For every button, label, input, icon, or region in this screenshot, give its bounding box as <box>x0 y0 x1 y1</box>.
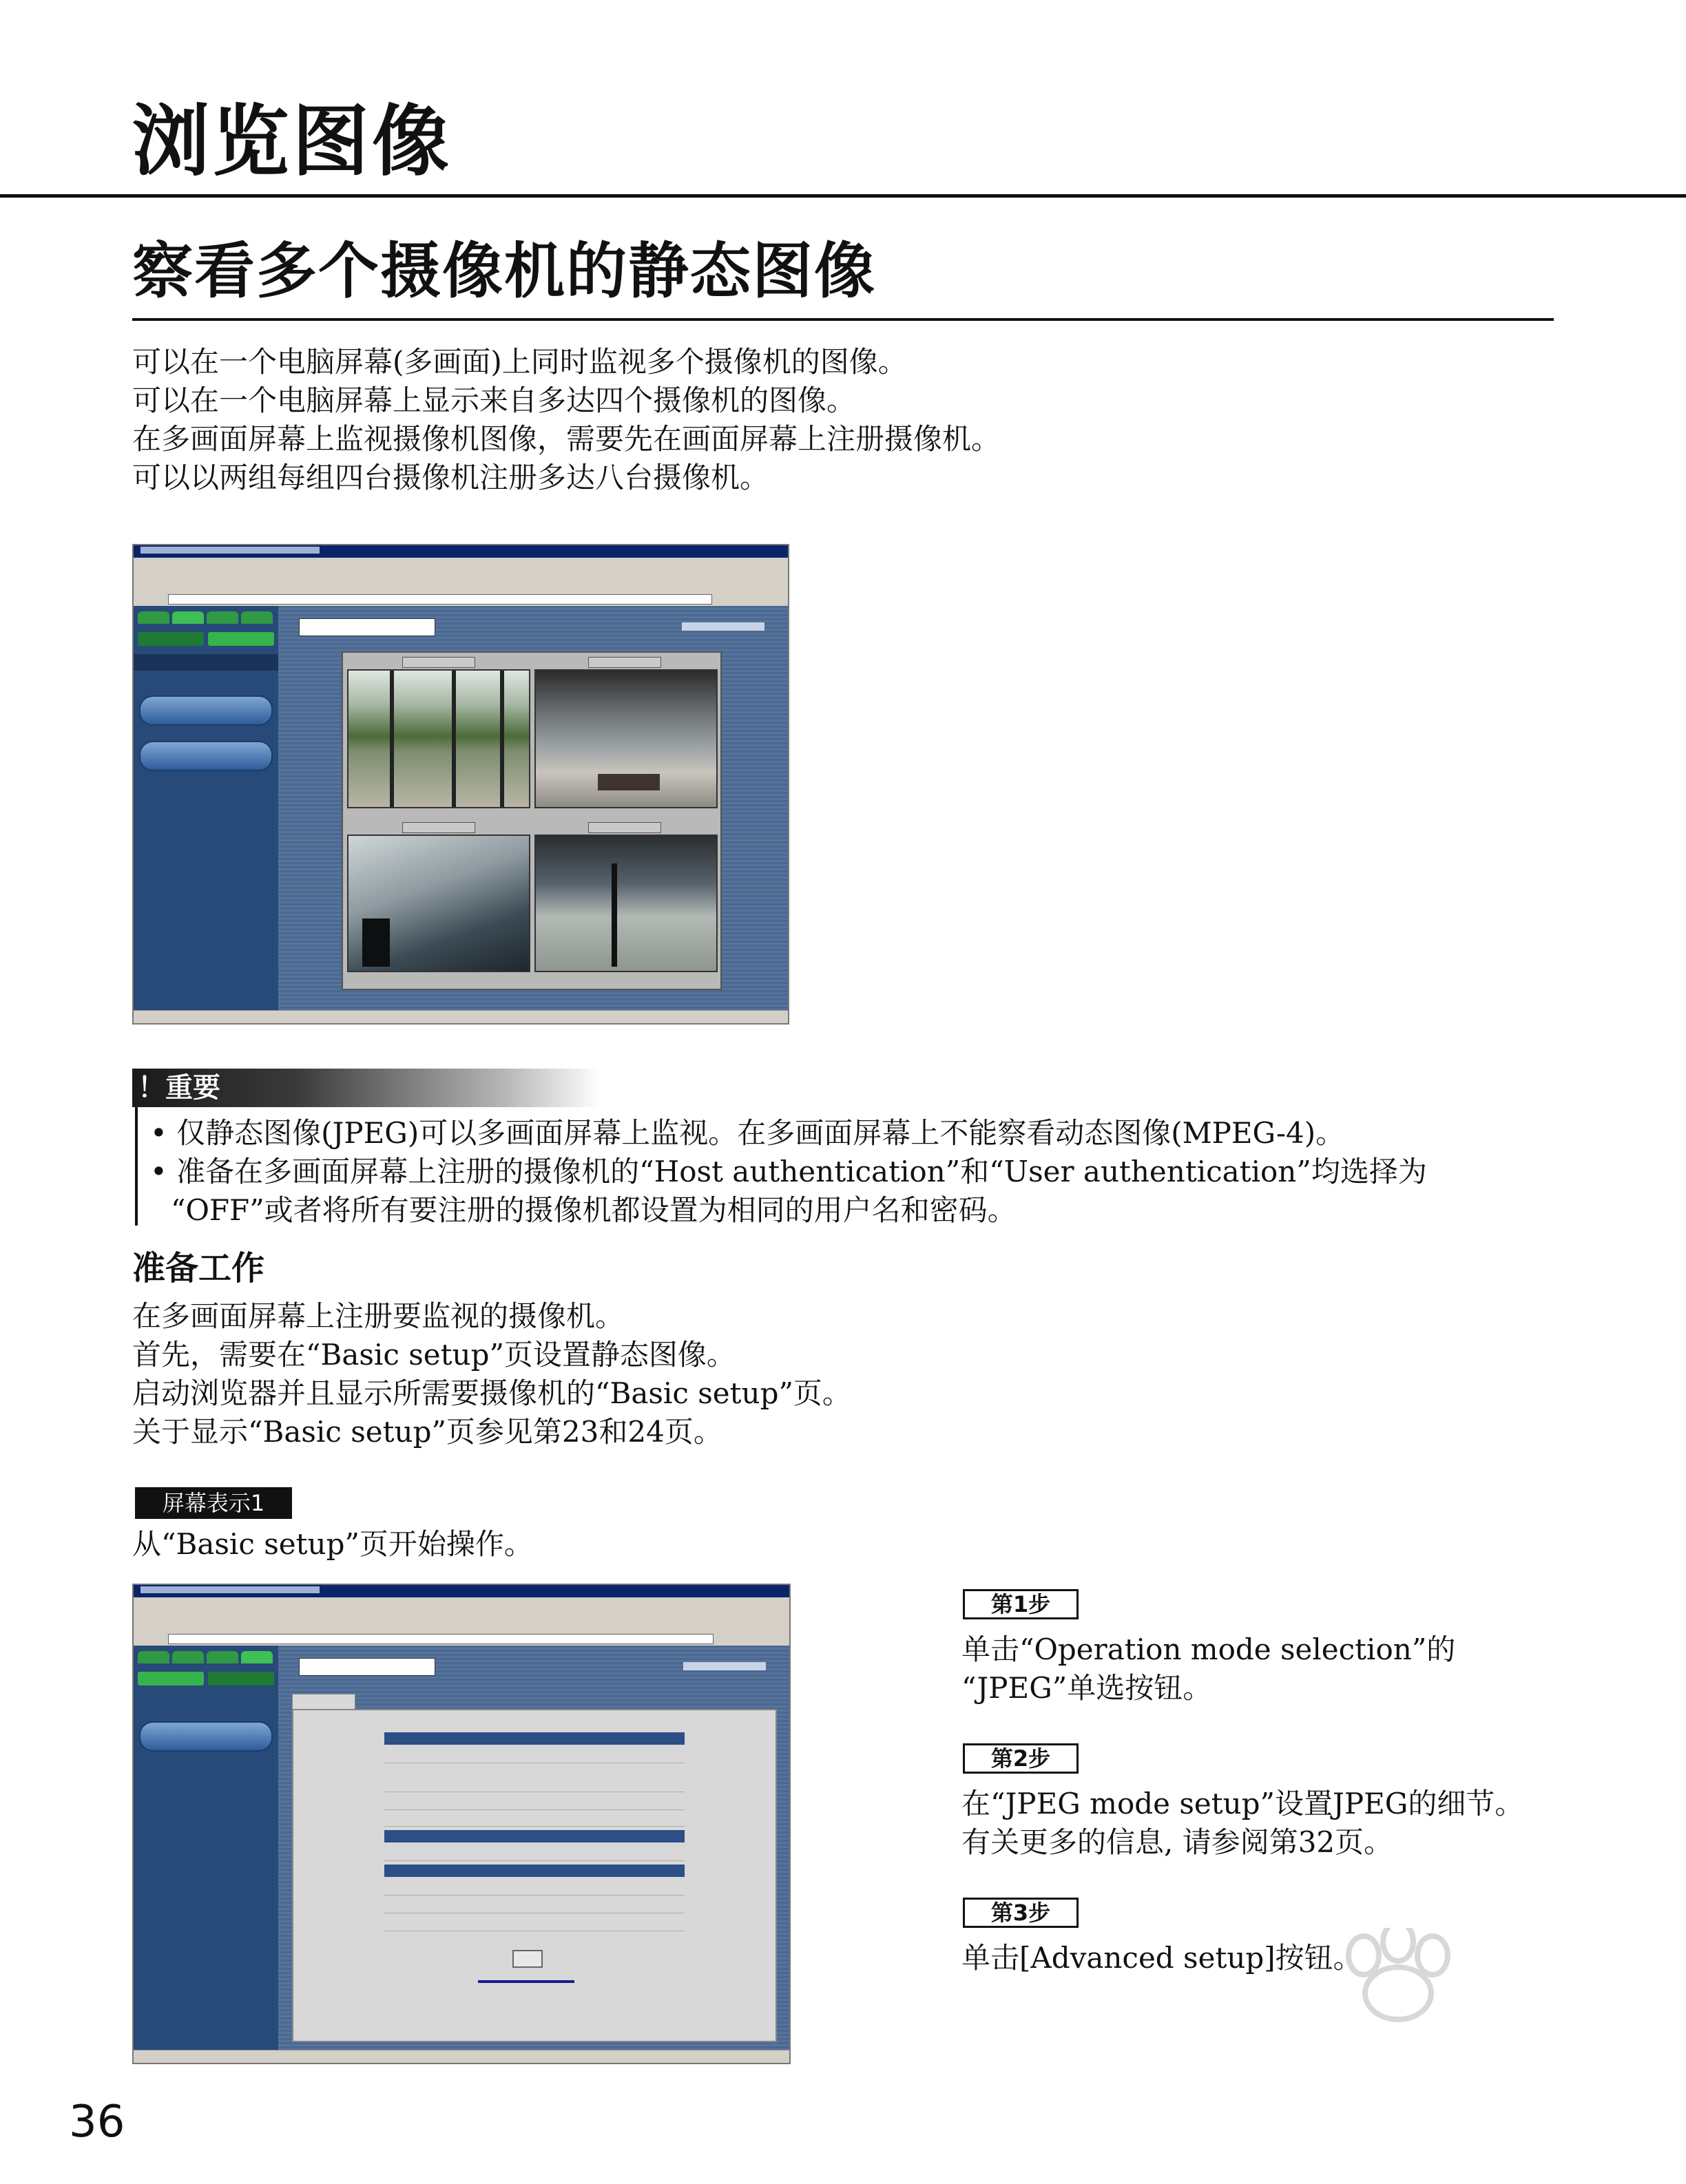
prep-line: 启动浏览器并且显示所需要摄像机的“Basic setup”页。 <box>132 1376 851 1410</box>
operation-mode-header <box>384 1830 685 1842</box>
setup-nav-panel <box>134 1646 278 2050</box>
prep-line: 关于显示“Basic setup”页参见第23和24页。 <box>132 1415 722 1449</box>
camera-setup-header <box>384 1732 685 1745</box>
camera-name-row[interactable] <box>384 1747 685 1763</box>
watermark-paw-logo <box>1198 1928 1612 2134</box>
step-line: “JPEG”单选按钮。 <box>961 1671 1212 1705</box>
step-line: 在“JPEG mode setup”设置JPEG的细节。 <box>961 1787 1524 1820</box>
browser-addressbar <box>134 592 788 607</box>
bullet-text: 仅静态图像(JPEG)可以多画面屏幕上监视。在多画面屏幕上不能察看动态图像(MPEG-4)。 <box>176 1116 1345 1150</box>
image-quality-row[interactable] <box>384 1915 685 1931</box>
firmware-version-link[interactable] <box>478 1980 574 1983</box>
step-1-text <box>961 1630 1455 1708</box>
group-header <box>134 654 278 671</box>
page-number: 36 <box>69 2097 125 2148</box>
browser-toolbar <box>134 1608 789 1632</box>
refresh-interval-row[interactable] <box>384 1880 685 1896</box>
tab-basic-setup[interactable] <box>292 1694 355 1710</box>
intro-line: 可以在一个电脑屏幕上显示来自多达四个摄像机的图像。 <box>132 384 856 417</box>
prep-heading: 准备工作 <box>132 1249 265 1288</box>
prep-line: 首先，需要在“Basic setup”页设置静态图像。 <box>132 1338 736 1372</box>
setup-content-area <box>278 1646 789 2050</box>
basic-setup-nav-button[interactable] <box>138 1672 204 1686</box>
browser-titlebar <box>134 545 788 558</box>
basic-setup-form <box>292 1709 777 2042</box>
important-bullets <box>150 1114 1427 1230</box>
timestamp-display <box>682 622 764 631</box>
advanced-setup-button[interactable] <box>208 1672 274 1686</box>
intro-line: 可以以两组每组四台摄像机注册多达八台摄像机。 <box>132 461 769 494</box>
bullet-item: • 准备在多画面屏幕上注册的摄像机的“Host authentication”和“User authentication”均选择为 <box>150 1155 1427 1188</box>
power-led-row[interactable] <box>384 1794 685 1810</box>
important-sidebar <box>135 1107 138 1226</box>
group-a-button[interactable] <box>139 695 273 726</box>
jpeg-mode-header <box>384 1865 685 1877</box>
camera-image-1[interactable] <box>347 669 530 808</box>
camera-label-2 <box>588 657 661 668</box>
group-b-button[interactable] <box>139 741 273 771</box>
camera-label-4 <box>588 822 661 833</box>
step-2-text <box>961 1785 1523 1862</box>
prep-line: 在多画面屏幕上注册要监视的摄像机。 <box>132 1299 625 1333</box>
important-label: ！重要 <box>132 1069 601 1107</box>
tab-setup[interactable] <box>241 1651 273 1663</box>
chapter-title: 浏览图像 <box>132 97 452 187</box>
browser-menubar <box>134 558 788 569</box>
step-line: 有关更多的信息, 请参阅第32页。 <box>961 1825 1393 1859</box>
help-button[interactable] <box>139 1721 273 1752</box>
tab-control[interactable] <box>172 611 204 624</box>
step-2-tag: 第2步 <box>963 1743 1079 1774</box>
tab-alarm-log[interactable] <box>207 611 238 624</box>
timestamp-display <box>683 1662 766 1670</box>
tab-setup[interactable] <box>241 611 273 624</box>
browser-statusbar <box>134 1010 788 1023</box>
section-divider <box>132 318 1554 321</box>
bullet-continuation: “OFF”或者将所有要注册的摄像机都设置为相同的用户名和密码。 <box>171 1193 1017 1227</box>
intro-line: 在多画面屏幕上监视摄像机图像，需要先在画面屏幕上注册摄像机。 <box>132 422 1001 456</box>
bullet-item: • 仅静态图像(JPEG)可以多画面屏幕上监视。在多画面屏幕上不能察看动态图像(MPEG-4)。 <box>150 1116 1345 1150</box>
browser-titlebar <box>134 1585 789 1597</box>
step-line: 单击“Operation mode selection”的 <box>961 1632 1456 1666</box>
camera-image-2[interactable] <box>534 669 718 808</box>
chapter-divider <box>0 194 1686 198</box>
time-setup-row[interactable] <box>384 1764 685 1792</box>
camera-title-field <box>299 618 435 636</box>
camera-title-field <box>299 1658 435 1676</box>
tab-top[interactable] <box>138 1651 169 1663</box>
section-title: 察看多个摄像机的静态图像 <box>132 235 877 306</box>
prep-paragraph <box>132 1297 851 1451</box>
intro-line: 可以在一个电脑屏幕(多画面)上同时监视多个摄像机的图像。 <box>132 345 907 379</box>
tab-alarm-log[interactable] <box>207 1651 238 1663</box>
image-capture-size-row[interactable] <box>384 1898 685 1913</box>
camera-image-3[interactable] <box>347 834 530 972</box>
camera-nav-panel <box>134 606 278 1011</box>
screen-tag: 屏幕表示1 <box>135 1487 292 1519</box>
camera-position-row[interactable] <box>384 1811 685 1827</box>
operation-mode-row[interactable] <box>384 1845 685 1861</box>
single-screen-button[interactable] <box>138 632 204 646</box>
intro-paragraph <box>132 343 1000 497</box>
step-3-tag: 第3步 <box>963 1898 1079 1928</box>
browser-addressbar <box>134 1632 789 1646</box>
camera-content-area <box>278 606 788 1011</box>
camera-label-1 <box>402 657 475 668</box>
step-line: 单击[Advanced setup]按钮。 <box>961 1941 1362 1975</box>
screen-caption: 从“Basic setup”页开始操作。 <box>132 1527 533 1561</box>
browser-statusbar <box>134 2050 789 2063</box>
camera-image-4[interactable] <box>534 834 718 972</box>
browser-toolbar <box>134 569 788 593</box>
bullet-text: 准备在多画面屏幕上注册的摄像机的“Host authentication”和“User authentication”均选择为 <box>176 1155 1427 1188</box>
tab-top[interactable] <box>138 611 169 624</box>
step-1-tag: 第1步 <box>963 1589 1079 1619</box>
set-button[interactable] <box>512 1950 543 1968</box>
tab-control[interactable] <box>172 1651 204 1663</box>
quad-screen-screenshot <box>132 544 789 1025</box>
basic-setup-screenshot <box>132 1584 791 2064</box>
browser-menubar <box>134 1597 789 1608</box>
camera-label-3 <box>402 822 475 833</box>
quad-screen-button[interactable] <box>208 632 274 646</box>
